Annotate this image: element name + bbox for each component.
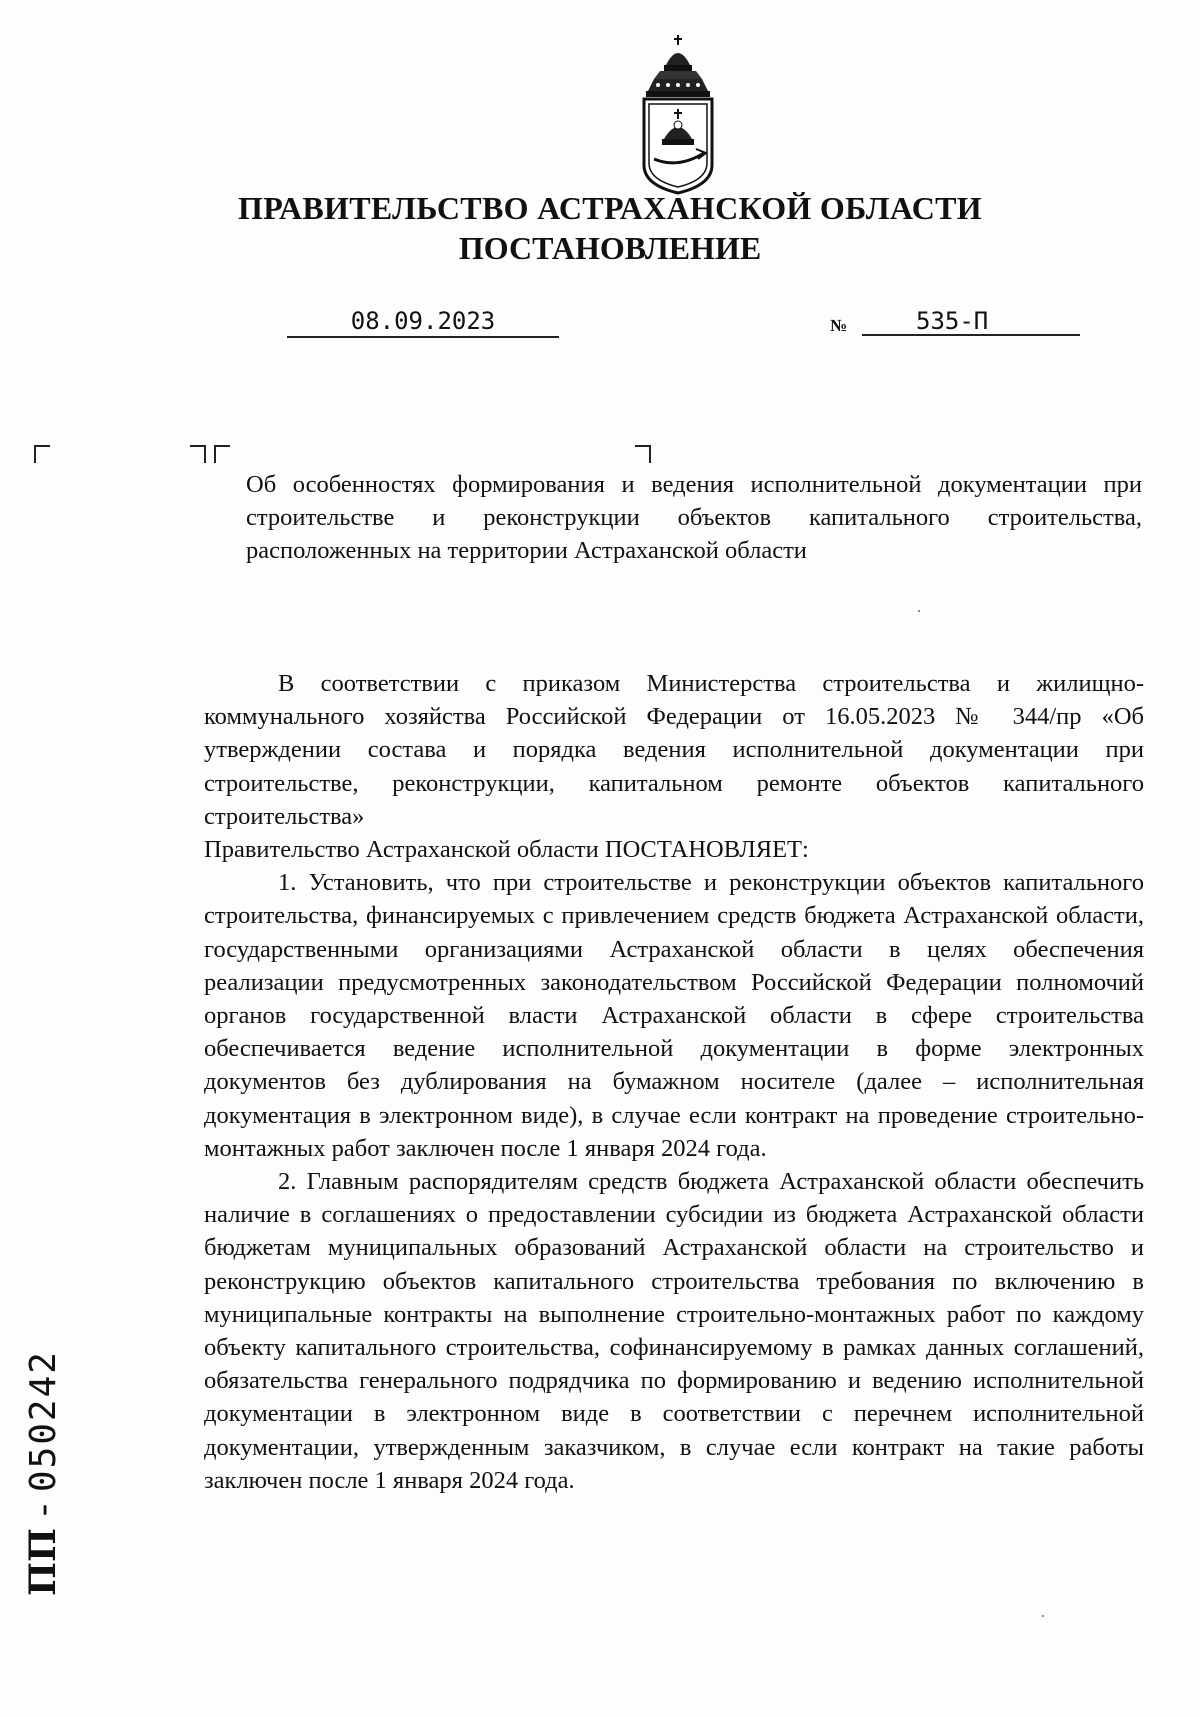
document-number: 535-П	[862, 306, 1080, 336]
document-type: ПОСТАНОВЛЕНИЕ	[458, 230, 762, 266]
astrakhan-coat-of-arms-icon	[636, 35, 720, 195]
document-body	[204, 667, 1144, 1497]
side-serial-stamp	[22, 1350, 64, 1596]
intro-paragraph: В соответствии с приказом Министерства строительства и жилищно-коммунального хозяйства Российской Федерации от 16.05.2023 № 344/пр «Об утверждении состава и порядка ведения исполнительной документации при строительстве, реконструкции, капитальном ремонте объектов капитального строительства»	[204, 670, 1144, 830]
item-1-paragraph: 1. Установить, что при строительстве и реконструкции объектов капитального строительства, финансируемых с привлечением средств бюджета Астраханской области, государственными организациями Астраханской области в целях обеспечения реализации предусмотренных законодательством Российской Федерации полномочий органов государственной власти Астраханской области в сфере строительства обеспечивается ведение исполнительной документации в форме электронных документов без дублирования на бумажном носителе (далее – исполнительная документация в электронном виде), в случае если контракт на проведение строительно-монтажных работ заключен после 1 января 2024 года.	[204, 869, 1144, 1162]
number-sign: №	[830, 316, 848, 335]
resolve-line: Правительство Астраханской области ПОСТАНОВЛЯЕТ:	[204, 836, 809, 864]
stamp-series: ПП	[22, 1528, 64, 1596]
corner-mark-mid-right	[214, 445, 230, 463]
stamp-dash: -	[23, 1492, 64, 1528]
corner-mark-right	[635, 445, 651, 463]
document-date: 08.09.2023	[287, 306, 559, 338]
scan-speck	[918, 610, 920, 612]
item-2-paragraph: 2. Главным распорядителям средств бюджета Астраханской области обеспечить наличие в соглашениях о предоставлении субсидии из бюджета Астраханской области бюджетам муниципальных образований Астраханской области на строительство и реконструкцию объектов капитального строительства требования по включению в муниципальные контракты на выполнение строительно-монтажных работ по каждому объекту капитального строительства, софинансируемому в рамках данных соглашений, обязательства генерального подрядчика по формированию и ведению исполнительной документации в электронном виде в соответствии с перечнем исполнительной документации, утвержденным заказчиком, в случае если контракт на такие работы заключен после 1 января 2024 года.	[204, 1168, 1144, 1494]
stamp-digits: 050242	[23, 1350, 64, 1493]
scan-speck	[1042, 1615, 1044, 1617]
corner-mark-left	[34, 445, 50, 463]
corner-mark-mid-left	[190, 445, 206, 463]
document-subject: Об особенностях формирования и ведения исполнительной документации при строительстве и реконструкции объектов капитального строительства, расположенных на территории Астраханской области	[246, 471, 1142, 564]
government-title: ПРАВИТЕЛЬСТВО АСТРАХАНСКОЙ ОБЛАСТИ	[238, 190, 982, 226]
